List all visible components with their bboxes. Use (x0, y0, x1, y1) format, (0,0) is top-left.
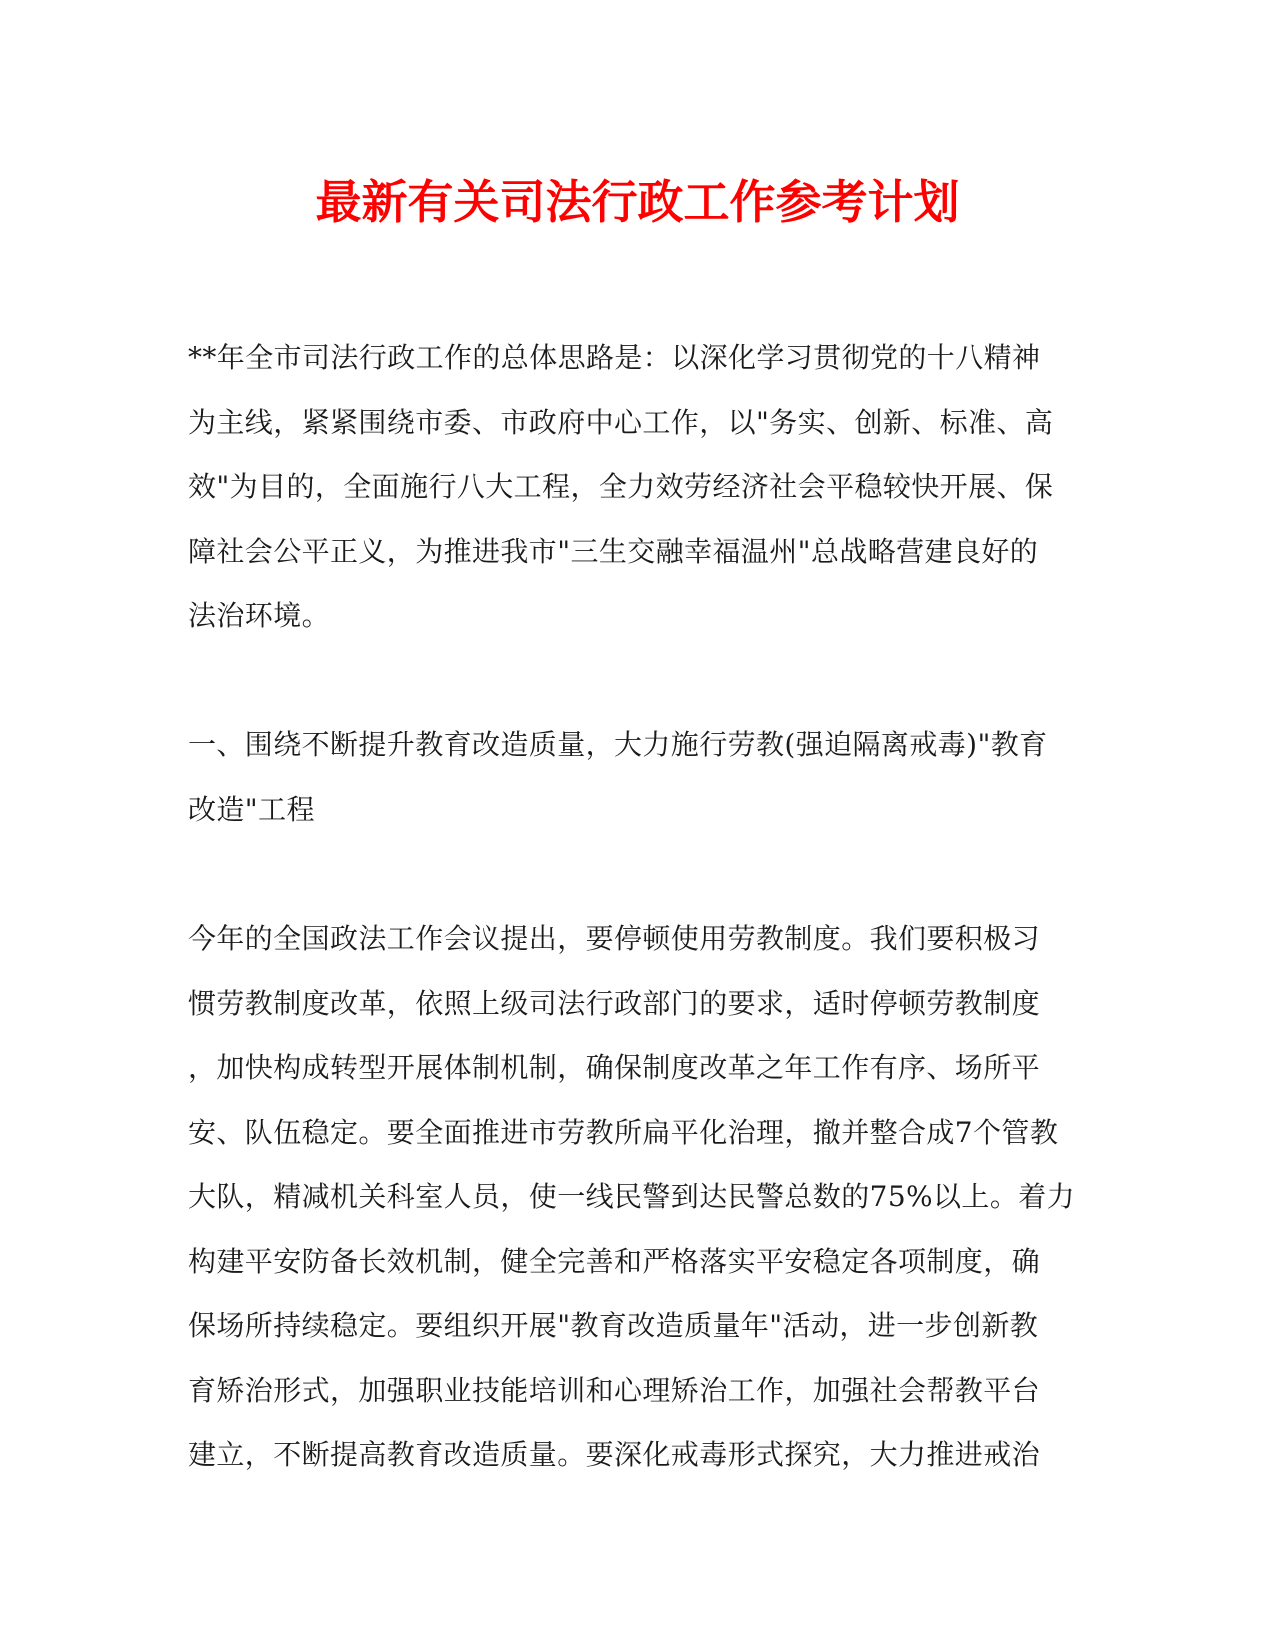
paragraph-line: 安、队伍稳定。要全面推进市劳教所扁平化治理，撤并整合成7个管教 (188, 1115, 1059, 1149)
paragraph-line: 构建平安防备长效机制，健全完善和严格落实平安稳定各项制度，确 (188, 1244, 1041, 1278)
paragraph-line: 大队，精减机关科室人员，使一线民警到达民警总数的75%以上。着力 (188, 1180, 1076, 1213)
paragraph-line: 为主线，紧紧围绕市委、市政府中心工作，以"务实、创新、标准、高 (188, 405, 1054, 439)
paragraph-line: ，加快构成转型开展体制机制，确保制度改革之年工作有序、场所平 (188, 1051, 1041, 1084)
paragraph-line: 建立，不断提高教育改造质量。要深化戒毒形式探究，大力推进戒治 (188, 1438, 1041, 1471)
intro-paragraph (188, 326, 1088, 649)
paragraph-line: 保场所持续稳定。要组织开展"教育改造质量年"活动，进一步创新教 (188, 1309, 1039, 1342)
paragraph-line: 障社会公平正义，为推进我市"三生交融幸福温州"总战略营建良好的 (188, 534, 1039, 568)
paragraph-line: 惯劳教制度改革，依照上级司法行政部门的要求，适时停顿劳教制度 (188, 986, 1041, 1020)
paragraph-line: 效"为目的，全面施行八大工程，全力效劳经济社会平稳较快开展、保 (188, 470, 1054, 503)
paragraph-line: 法治环境。 (188, 599, 331, 632)
paragraph-line: 一、围绕不断提升教育改造质量，大力施行劳教(强迫隔离戒毒)"教育 (188, 728, 1048, 761)
body-paragraph (188, 907, 1088, 1488)
section-heading-paragraph (188, 713, 1088, 842)
paragraph-line: 育矫治形式，加强职业技能培训和心理矫治工作，加强社会帮教平台 (188, 1373, 1041, 1407)
paragraph-line: 今年的全国政法工作会议提出，要停顿使用劳教制度。我们要积极习 (188, 922, 1041, 955)
paragraph-line: **年全市司法行政工作的总体思路是：以深化学习贯彻党的十八精神 (188, 341, 1041, 374)
paragraph-line: 改造"工程 (188, 792, 315, 826)
document-title: 最新有关司法行政工作参考计划 (315, 175, 960, 229)
